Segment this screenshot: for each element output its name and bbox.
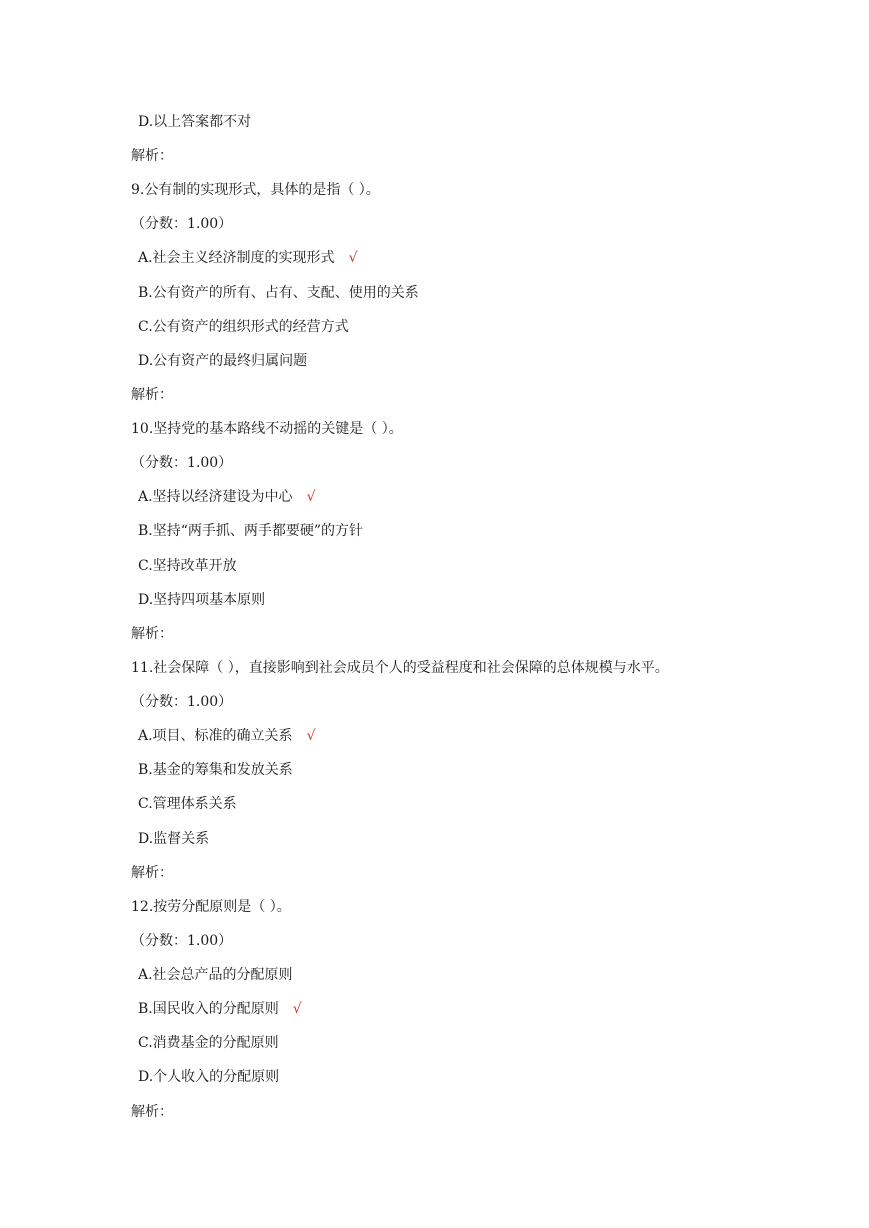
question-11-analysis-label: 解析：	[131, 865, 173, 881]
question-10-option-a	[138, 488, 315, 506]
question-12-option-c	[138, 1034, 279, 1052]
option-text: B.坚持“两手抓、两手都要硬”的方针	[138, 523, 364, 539]
correct-check-icon: √	[306, 489, 316, 505]
question-9-score: （分数：1.00）	[131, 216, 233, 232]
question-10-analysis-label: 解析：	[131, 626, 173, 642]
option-text: A.坚持以经济建设为中心	[138, 489, 293, 505]
question-11-option-d	[138, 830, 209, 848]
question-8-analysis-label: 解析：	[131, 148, 173, 164]
option-text: C.消费基金的分配原则	[138, 1035, 279, 1051]
question-9-option-a	[138, 249, 357, 267]
option-text: C.管理体系关系	[138, 796, 237, 812]
question-10-option-c	[138, 557, 237, 575]
question-12-score: （分数：1.00）	[131, 933, 233, 949]
option-text: A.社会主义经济制度的实现形式	[138, 250, 335, 266]
question-9-option-b	[138, 284, 419, 302]
correct-check-icon: √	[306, 728, 316, 744]
correct-check-icon: √	[292, 1001, 302, 1017]
option-text: C.公有资产的组织形式的经营方式	[138, 319, 349, 335]
option-text: D.坚持四项基本原则	[138, 592, 266, 608]
option-text: D.个人收入的分配原则	[138, 1069, 280, 1085]
question-9-option-c	[138, 318, 349, 336]
question-11-score: （分数：1.00）	[131, 694, 233, 710]
option-text: C.坚持改革开放	[138, 558, 237, 574]
option-text: A.项目、标准的确立关系	[138, 728, 293, 744]
question-10-option-b	[138, 522, 363, 540]
question-12-analysis-label: 解析：	[131, 1104, 173, 1120]
question-9-stem: 9.公有制的实现形式，具体的是指（ ）。	[131, 182, 380, 198]
option-text: B.基金的筹集和发放关系	[138, 762, 293, 778]
question-12-stem: 12.按劳分配原则是（ ）。	[131, 899, 291, 915]
question-11-option-a	[138, 727, 315, 745]
question-12-option-d	[138, 1068, 279, 1086]
question-11-stem: 11.社会保障（ ），直接影响到社会成员个人的受益程度和社会保障的总体规模与水平。	[131, 660, 669, 676]
option-text: B.公有资产的所有、占有、支配、使用的关系	[138, 285, 419, 301]
question-8-option-d	[138, 113, 251, 131]
question-9-option-d	[138, 352, 307, 370]
option-text: B.国民收入的分配原则	[138, 1001, 279, 1017]
option-text: D.以上答案都不对	[138, 114, 252, 130]
option-text: A.社会总产品的分配原则	[138, 967, 293, 983]
option-text: D.监督关系	[138, 831, 210, 847]
question-9-analysis-label: 解析：	[131, 387, 173, 403]
question-12-option-b	[138, 1000, 302, 1018]
question-10-option-d	[138, 591, 265, 609]
question-12-option-a	[138, 966, 293, 984]
option-text: D.公有资产的最终归属问题	[138, 353, 308, 369]
question-10-stem: 10.坚持党的基本路线不动摇的关键是（ ）。	[131, 421, 403, 437]
question-11-option-b	[138, 761, 293, 779]
question-10-score: （分数：1.00）	[131, 455, 233, 471]
correct-check-icon: √	[348, 250, 358, 266]
question-11-option-c	[138, 795, 237, 813]
